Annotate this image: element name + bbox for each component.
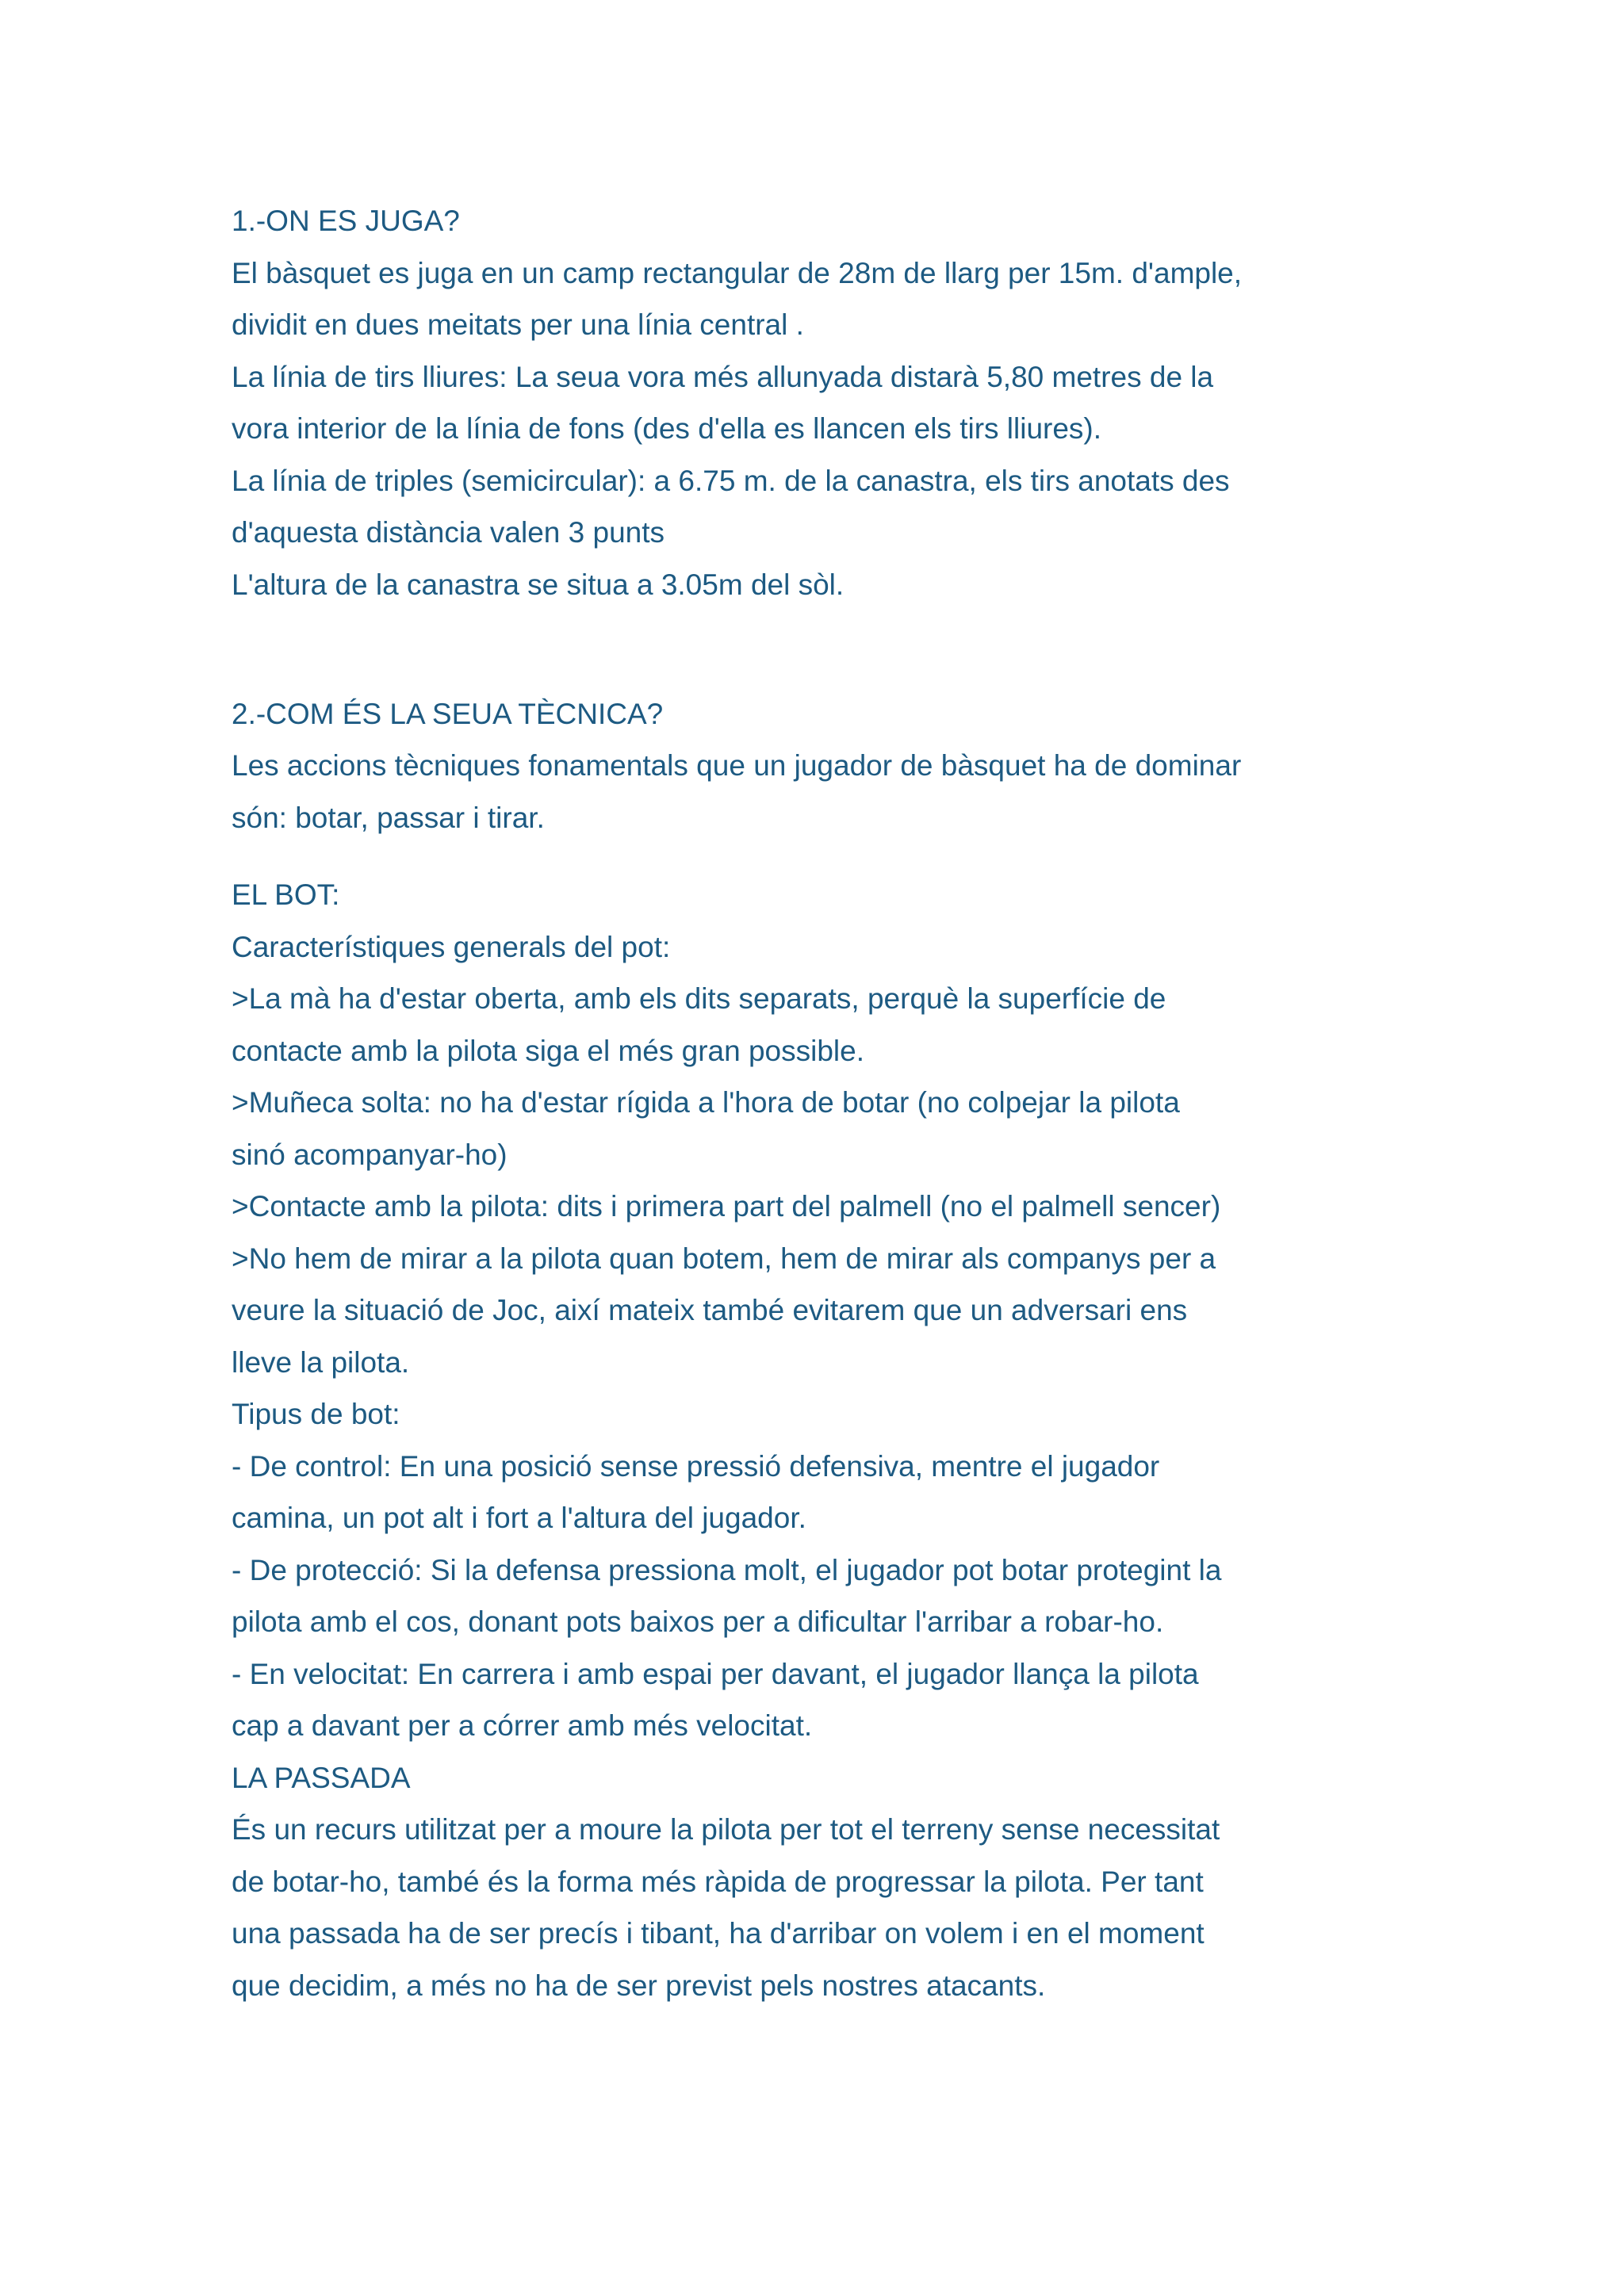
- paragraph-line: - De control: En una posició sense pressió defensiva, mentre el jugador: [232, 1449, 1160, 1483]
- paragraph-line: Tipus de bot:: [232, 1398, 400, 1430]
- paragraph-line: - En velocitat: En carrera i amb espai per davant, el jugador llança la pilota: [232, 1657, 1199, 1690]
- section-heading-where: 1.-ON ES JUGA?: [232, 205, 460, 237]
- paragraph-line: vora interior de la línia de fons (des d'ella es llancen els tirs lliures).: [232, 412, 1102, 445]
- paragraph-line: de botar-ho, també és la forma més ràpida de progressar la pilota. Per tant: [232, 1865, 1204, 1898]
- paragraph-line: contacte amb la pilota siga el més gran possible.: [232, 1034, 864, 1067]
- paragraph-line: >La mà ha d'estar oberta, amb els dits separats, perquè la superfície de: [232, 982, 1166, 1015]
- subheading-pass: LA PASSADA: [232, 1761, 411, 1794]
- paragraph-line: És un recurs utilitzat per a moure la pilota per tot el terreny sense necessitat: [232, 1813, 1220, 1846]
- paragraph-line: La línia de tirs lliures: La seua vora més allunyada distarà 5,80 metres de la: [232, 360, 1214, 393]
- section-heading-technique: 2.-COM ÉS LA SEUA TÈCNICA?: [232, 697, 664, 730]
- paragraph-line: - De protecció: Si la defensa pressiona molt, el jugador pot botar protegint la: [232, 1553, 1222, 1586]
- document-body: [232, 195, 1405, 2011]
- paragraph-line: Les accions tècniques fonamentals que un jugador de bàsquet ha de dominar: [232, 749, 1242, 782]
- blank-line: [232, 663, 1405, 688]
- paragraph-line: que decidim, a més no ha de ser previst pels nostres atacants.: [232, 1969, 1046, 2002]
- subheading-dribble: EL BOT:: [232, 878, 340, 911]
- paragraph-line: El bàsquet es juga en un camp rectangular de 28m de llarg per 15m. d'ample,: [232, 256, 1243, 289]
- paragraph-line: >No hem de mirar a la pilota quan botem, hem de mirar als companys per a: [232, 1242, 1216, 1275]
- paragraph-line: sinó acompanyar-ho): [232, 1138, 508, 1171]
- paragraph-line: lleve la pilota.: [232, 1345, 410, 1379]
- paragraph-line: L'altura de la canastra se situa a 3.05m del sòl.: [232, 568, 845, 601]
- paragraph-line: veure la situació de Joc, així mateix també evitarem que un adversari ens: [232, 1294, 1188, 1326]
- paragraph-line: una passada ha de ser precís i tibant, ha d'arribar on volem i en el moment: [232, 1917, 1205, 1950]
- paragraph-line: La línia de triples (semicircular): a 6.75 m. de la canastra, els tirs anotats des: [232, 464, 1230, 497]
- paragraph-line: pilota amb el cos, donant pots baixos per a dificultar l'arribar a robar-ho.: [232, 1605, 1164, 1638]
- paragraph-line: camina, un pot alt i fort a l'altura del jugador.: [232, 1502, 806, 1534]
- paragraph-line: >Contacte amb la pilota: dits i primera part del palmell (no el palmell sencer): [232, 1190, 1221, 1223]
- paragraph-line: dividit en dues meitats per una línia central .: [232, 308, 804, 341]
- paragraph-line: són: botar, passar i tirar.: [232, 801, 545, 834]
- paragraph-line: >Muñeca solta: no ha d'estar rígida a l'hora de botar (no colpejar la pilota: [232, 1086, 1180, 1119]
- blank-line: [232, 610, 1405, 663]
- blank-line: [232, 844, 1405, 869]
- paragraph-line: Característiques generals del pot:: [232, 930, 671, 963]
- paragraph-line: d'aquesta distància valen 3 punts: [232, 516, 665, 549]
- paragraph-line: cap a davant per a córrer amb més velocitat.: [232, 1709, 813, 1742]
